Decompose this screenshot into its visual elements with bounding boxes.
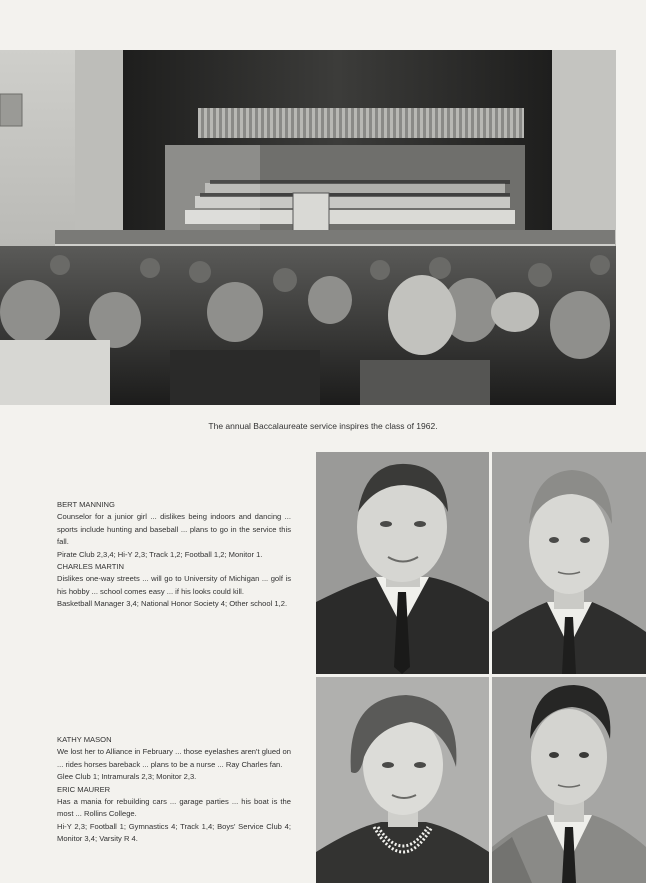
senior-activities-charles: Basketball Manager 3,4; National Honor Society 4; Other school 1,2. xyxy=(57,599,288,609)
senior-activities-bert: Pirate Club 2,3,4; Hi-Y 2,3; Track 1,2; Football 1,2; Monitor 1. xyxy=(57,549,263,559)
photo-caption: The annual Baccalaureate service inspires the class of 1962. xyxy=(208,421,438,431)
senior-activities-eric: Hi-Y 2,3; Football 1; Gymnastics 4; Track 1,4; Boys' Service Club 4; Monitor 3,4; Varsity R 4. xyxy=(57,821,291,844)
senior-name-eric: ERIC MAURER xyxy=(57,784,111,794)
baccalaureate-photo xyxy=(0,50,616,405)
portrait-eric-maurer xyxy=(492,677,646,883)
bio-block-upper xyxy=(57,499,291,611)
senior-bio-charles: Dislikes one-way streets ... will go to University of Michigan ... golf is his hobby ... school comes easy ... if his looks could kill. xyxy=(57,574,291,596)
portrait-kathy-mason xyxy=(316,677,489,883)
portrait-bert-manning xyxy=(316,452,489,674)
senior-activities-kathy: Glee Club 1; Intramurals 2,3; Monitor 2,3. xyxy=(57,772,197,782)
senior-bio-bert: Counselor for a junior girl ... dislikes being indoors and dancing ... sports include hunting and baseball ... plans to go in the service this fall. xyxy=(57,512,291,547)
senior-bio-kathy: We lost her to Alliance in February ... those eyelashes aren't glued on ... rides horses bareback ... plans to be a nurse ... Ray Charles fan. xyxy=(57,747,291,769)
senior-name-bert: BERT MANNING xyxy=(57,500,115,509)
bio-block-lower xyxy=(57,734,291,846)
portrait-charles-martin xyxy=(492,452,646,674)
senior-bio-eric: Has a mania for rebuilding cars ... garage parties ... his boat is the most ... Rollins College. xyxy=(57,797,291,819)
senior-name-charles: CHARLES MARTIN xyxy=(57,562,124,572)
senior-name-kathy: KATHY MASON xyxy=(57,735,112,744)
